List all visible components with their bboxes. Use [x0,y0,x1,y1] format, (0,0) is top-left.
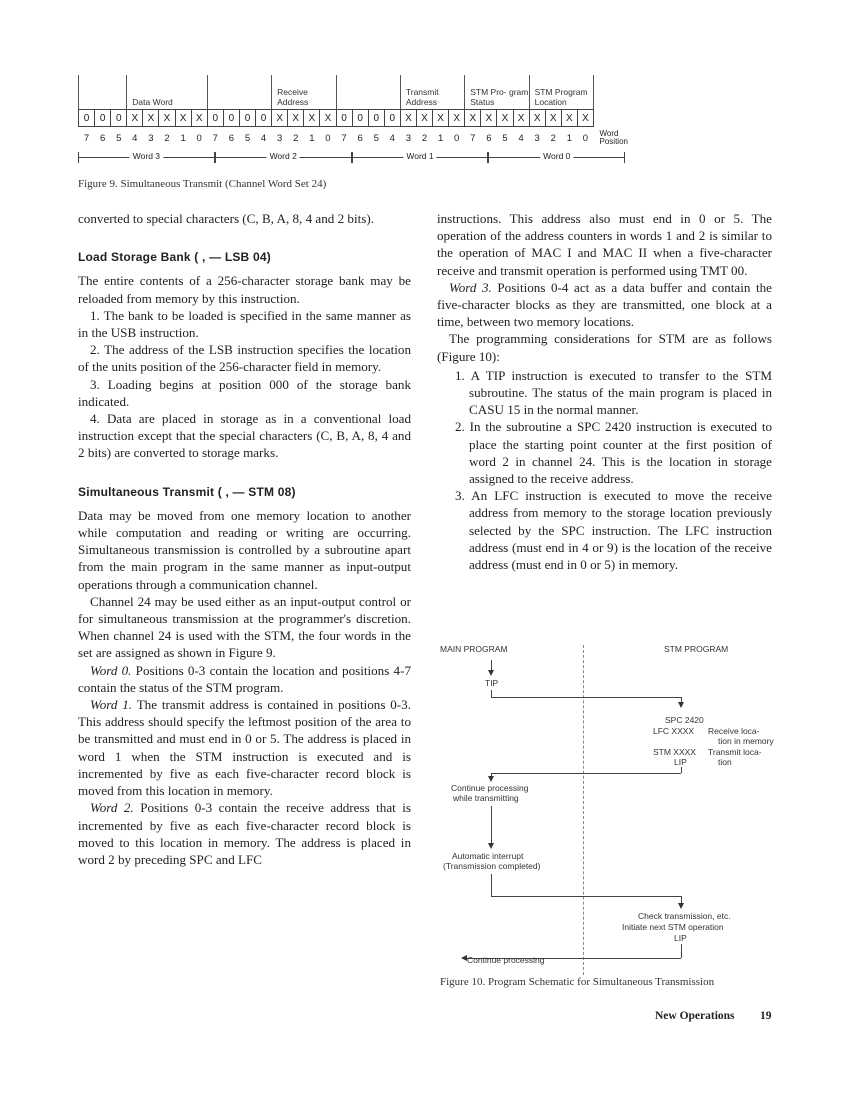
position-number: 5 [116,132,122,144]
word2-text: Positions 0-3 contain the receive address that is incremented by five as each five-character record block is moved to this location in memory. The address is placed in word 2 by preceding SPC and LFC [78,800,411,867]
footer-section-title: New Operations [655,1010,735,1022]
check-transmission-label: Check transmission, etc. [638,911,731,921]
transmit-location-label: Transmit loca- [708,747,762,757]
transmission-completed-label: (Transmission completed) [443,861,541,871]
flow-line [681,944,682,958]
bit-cell: 0 [79,110,95,127]
lip-label-1: LIP [674,757,687,767]
lsb-paragraph-4: 3. Loading begins at position 000 of the storage bank indicated. [78,376,411,409]
word-span-label: Word 1 [403,151,436,161]
bit-cell: 0 [111,110,127,127]
position-number: 1 [437,132,444,144]
position-number: 4 [132,132,138,144]
word-span-label: Word 2 [267,151,300,161]
bit-cell: X [416,110,432,127]
stm-paragraph-2: Channel 24 may be used either as an input-output control or for simultaneous transmission at the programmer's discretion. When channel 24 is used with the STM, the four words in the set are assigned as shown in Figure 9. [78,593,411,661]
continue-processing-label-2: Continue processing [467,955,545,965]
word-position-label-line2: Position [599,136,628,146]
flow-line [491,896,681,897]
field-label [336,75,400,110]
position-number: 1 [566,132,572,144]
word3-text: Positions 0-4 act as a data buffer and contain the five-character blocks as they are transmitted, one block at a time, between two memory locations. [437,279,772,330]
arrow-down-icon [488,776,494,782]
position-number: 3 [277,132,283,144]
position-number: 5 [373,132,379,144]
word3-paragraph [437,279,772,331]
position-number: 1 [309,132,315,144]
position-number: 2 [550,132,556,144]
tip-label: TIP [485,678,499,688]
stm-paragraph-1: Data may be moved from one memory location to another while computation and reading or writing are occurring. Simultaneous transmission is controlled by a subroutine apart from the main program in the same manner as input-output operations through a communication channel. [78,507,411,592]
position-number: 1 [180,132,186,144]
word-position-label-line1: Word [599,128,619,138]
bit-cell: X [304,110,320,127]
word-span-label: Word 3 [130,151,163,161]
position-number: 7 [470,132,476,144]
stm-program-label: STM PROGRAM [664,644,729,654]
automatic-interrupt-label: Automatic interrupt [452,851,524,861]
right-paragraph-3: The programming considerations for STM are as follows (Figure 10): [437,331,772,364]
page-number: 19 [760,1010,772,1022]
bit-cell: X [577,110,593,127]
bit-cell: 0 [352,110,368,127]
word0-text: Positions 0-3 contain the location and positions 4-7 contain the status of the STM program. [78,662,411,695]
lsb-heading: Load Storage Bank ( , — LSB 04) [78,250,271,265]
bit-cell: X [513,110,529,127]
position-number: 6 [357,132,363,144]
position-number: 3 [148,132,154,144]
flow-line [681,767,682,773]
list-item-1: 1. A TIP instruction is executed to transfer to the STM subroutine. The status of the main program is placed in CASU 15 in the normal manner. [455,367,772,418]
field-label [207,75,271,110]
bit-cell: X [400,110,416,127]
word-span [352,152,489,164]
word1-paragraph [78,696,411,799]
bit-cell: X [159,110,175,127]
bit-cell: X [529,110,545,127]
position-number: 2 [164,132,170,144]
position-number: 4 [518,132,524,144]
position-number: 7 [341,132,347,144]
word2-paragraph [78,799,411,868]
right-paragraph-1: instructions. This address also must end in 0 or 5. The operation of the address counters in words 1 and 2 is similar to the operation of MAC I and MAC II when a five-character receive and transmit operation is performed using TMT 00. [437,211,772,278]
bit-cell: 0 [384,110,400,127]
bit-cell: X [561,110,577,127]
figure10-divider [583,645,584,975]
word2-label: Word 2. [90,800,134,816]
flow-line [491,690,492,697]
word0-paragraph [78,662,411,696]
position-number: 6 [99,132,106,144]
position-number: 7 [83,132,90,144]
position-number: 4 [260,132,267,144]
field-label: STM Program Location [529,75,593,110]
lsb-paragraph-5: 4. Data are placed in storage as in a conventional load instruction except that the special characters (C, B, A, 8, 4 and 2 bits) are converted to storage marks. [78,411,411,461]
field-label: Data Word [127,75,207,110]
right-column [437,210,772,573]
bit-cell: X [449,110,465,127]
bit-cell: X [191,110,207,127]
position-number: 3 [534,132,540,144]
position-number: 5 [244,132,251,144]
bit-cell: X [465,110,481,127]
receive-location-label: Receive loca- [708,726,760,736]
arrow-down-icon [488,843,494,849]
position-number: 5 [502,132,508,144]
bit-cell: 0 [95,110,111,127]
bit-cell: X [288,110,304,127]
intro-paragraph: converted to special characters (C, B, A, 8, 4 and 2 bits). [78,211,374,226]
bit-cell: X [433,110,449,127]
word3-label: Word 3. [449,279,492,295]
figure9-word-table [78,75,628,147]
word-span [215,152,352,164]
position-number: 7 [212,132,218,144]
stm-heading: Simultaneous Transmit ( , — STM 08) [78,484,296,499]
bit-cell: 0 [256,110,272,127]
word-position-label [594,127,628,148]
arrow-down-icon [678,903,684,909]
bit-cell: 0 [368,110,384,127]
field-label [79,75,127,110]
word-span-label: Word 0 [540,151,573,161]
continue-processing-label: Continue processing [451,783,529,793]
list-item-3: 3. An LFC instruction is executed to move the receive address from memory to the storage location previously selected by the SPC instruction. The LFC instruction address (must end in 4 or 9) is the location of the receive address (must end in 0 or 5) in memory. [455,488,772,573]
bit-cell: X [127,110,143,127]
bit-cell: 0 [239,110,255,127]
lsb-paragraph-3: 2. The address of the LSB instruction specifies the location of the units position of the 256-character field in memory. [78,342,411,375]
field-label: Receive Address [272,75,336,110]
lfc-label: LFC XXXX [653,726,695,736]
position-number: 6 [228,132,235,144]
bit-cell: 0 [336,110,352,127]
flow-line [491,874,492,896]
field-label: STM Pro- gram Status [465,75,529,110]
list-item-2: 2. In the subroutine a SPC 2420 instruction is executed to place the starting point counter at the first position of word 2 in channel 24. This is the location in storage assigned to the receive address. [455,419,772,487]
field-label: Transmit Address [400,75,464,110]
left-column [78,210,411,868]
position-number: 2 [293,132,299,144]
word1-text: The transmit address is contained in positions 0-3. This address should specify the leftmost position of the area to be transmitted and must end in 0 or 5. The address is placed in word 1 when the STM instruction is executed and is incremented by five as each five-character record block is moved from this location in memory. [78,697,411,799]
bit-cell: X [175,110,191,127]
stm-label: STM XXXX [653,747,696,757]
lip-label-2: LIP [674,933,687,943]
position-number: 3 [405,132,412,144]
transmit-location-label-2: tion [718,757,732,767]
figure9-caption: Figure 9. Simultaneous Transmit (Channel Word Set 24) [78,178,327,190]
bit-cell: X [272,110,288,127]
position-number: 2 [421,132,428,144]
word-span [78,152,215,164]
lsb-paragraph-2: 1. The bank to be loaded is specified in the same manner as in the USB instruction. [78,307,411,341]
position-number: 0 [582,132,589,144]
bit-cell: 0 [207,110,223,127]
bit-cell: X [143,110,159,127]
lsb-paragraph-1: The entire contents of a 256-character storage bank may be reloaded from memory by this instruction. [78,273,411,306]
figure10-caption: Figure 10. Program Schematic for Simultaneous Transmission [440,976,715,988]
initiate-next-label: Initiate next STM operation [622,922,724,932]
while-transmitting-label: while transmitting [453,793,519,803]
position-number: 0 [325,132,331,144]
position-number: 0 [454,132,460,144]
position-number: 0 [196,132,202,144]
word-span [488,152,625,164]
spc-label: SPC 2420 [665,715,704,725]
bit-cell: X [481,110,497,127]
flow-line [491,773,681,774]
position-number: 6 [486,132,492,144]
arrow-down-icon [678,702,684,708]
word0-label: Word 0. [90,662,132,678]
bit-cell: X [545,110,561,127]
receive-location-label-2: tion in memory [718,736,774,746]
arrow-down-icon [488,670,494,676]
word1-label: Word 1. [90,697,133,713]
bit-cell: 0 [223,110,239,127]
flow-line [491,806,492,844]
bit-cell: X [320,110,336,127]
position-number: 4 [389,132,395,144]
flow-line [491,697,681,698]
main-program-label: MAIN PROGRAM [440,644,508,654]
bit-cell: X [497,110,513,127]
